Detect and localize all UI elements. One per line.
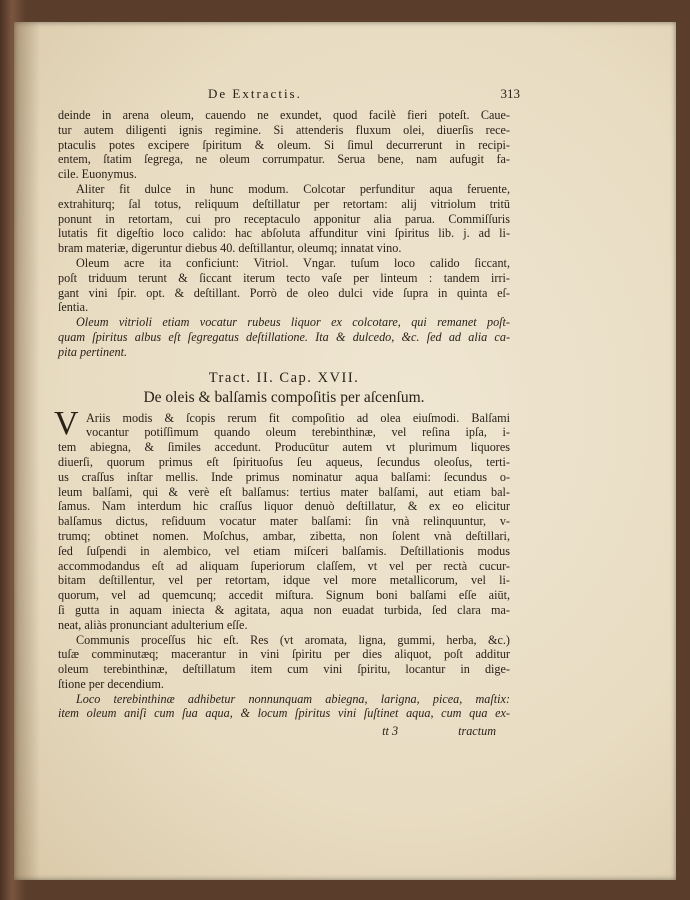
text-line: item oleum aniſi cum ſua aqua, & locum ſpiritus vini ſuſtinet aqua, cum qua ex- [58, 706, 510, 721]
text-line: vocantur potiſſimum quando oleum terebinthinæ, vel reſina ipſa, i- [86, 425, 510, 440]
text-line: tuſæ comminutæq; macerantur in vini ſpiritu per dies aliquot, poſt additur [58, 647, 510, 662]
text-line: Aliter fit dulce in hunc modum. Colcotar perfunditur aqua feruente, [76, 181, 510, 196]
text-line: bram materiæ, digeruntur diebus 40. deſtillantur, oleumq; innatat vino. [58, 241, 402, 256]
text-line: tem abiegna, & ſimiles accedunt. Producūtur autem vt plurimum liquores [58, 440, 510, 455]
paragraph-block-top [58, 108, 510, 360]
page-number: 313 [500, 86, 520, 101]
text-line: us craſſus inſtar mellis. Inde primus nominatur aqua balſami: ſecundus o- [58, 469, 510, 484]
text-line: Oleum vitrioli etiam vocatur rubeus liquor ex colcotare, qui remanet poſt- [76, 315, 510, 330]
text-line: diuerſi, quorum primus eſt ſpirituoſus ſeu aqueus, ſecundus oleoſus, terti- [58, 454, 510, 469]
text-line: entem, ſtatim ſegrega, ne oleum corrumpatur. Serua bene, nam aufugit fa- [58, 152, 510, 167]
text-line: oleum terebinthinæ, deſtillatum item cum vini ſpiritu, locantur in dige- [58, 662, 510, 677]
text-line: trumq; obtinet nomen. Moſchus, ambar, zibetta, non ſolent vnà deſtillari, [58, 528, 510, 543]
text-line: bitam deſtillentur, vel per retortam, idque vel more metallicorum, vel li- [58, 573, 510, 588]
text-line: quam ſpiritus albus eſt ſegregatus deſtillatione. Ita & dulcedo, &c. ſed ad alia ca- [58, 329, 510, 344]
text-line: poſt triduum terunt & ſiccant iterum tecto vaſe per linteum : tandem irri- [58, 270, 510, 285]
text-line: quorum, vel ad quemcunq; accedit miſtura. Signum boni balſami eſſe aiūt, [58, 588, 510, 603]
book-page [14, 22, 676, 880]
text-line: ſamus. Nam interdum hic craſſus liquor denuò deſtillatur, & ex eo elicitur [58, 499, 510, 514]
text-line: Loco terebinthinæ adhibetur nonnunquam abiegna, larigna, picea, maſtix: [76, 691, 510, 706]
paragraph-block-bottom [54, 404, 510, 722]
drop-cap: V [54, 404, 79, 442]
text-line: gant vini ſpir. opt. & deſtillant. Porrò de oleo dulci vide ſupra in quinta eſ- [58, 285, 510, 300]
text-line: Oleum acre ita conficiunt: Vitriol. Vngar. tuſum loco calido ſiccant, [76, 255, 510, 270]
text-line: neat, aliàs pronunciant adulterium eſſe. [58, 617, 248, 632]
text-line: pita pertinent. [58, 344, 128, 359]
text-line: ptaculis potes excipere ſpiritum & oleum. Si ſimul decurrerunt in recipi- [58, 137, 510, 152]
running-head [208, 86, 520, 108]
text-line: accommodandus eſt ad aliquam ſuperiorum claſſem, vt vel per rectà cucur- [58, 558, 510, 573]
chapter-subheading: De oleis & balſamis compoſitis per aſcenſum. [143, 388, 425, 406]
text-line: tur autem diligenti ignis regimine. Si attenderis fluxum olei, diuerſis rece- [58, 122, 510, 137]
text-line: cile. Euonymus. [58, 167, 137, 182]
text-line: Communis proceſſus hic eſt. Res (vt aromata, ligna, gummi, herba, &c.) [76, 632, 510, 647]
catchword: tractum [458, 724, 496, 739]
text-line: ſi gutta in aquam iniecta & agitata, aqua non euadat turbida, ſed clara ma- [58, 602, 510, 617]
signature-mark: tt 3 [382, 724, 399, 739]
text-line: balſamus dictus, reſiduum vocatur mater balſami: ſin vnà relinquuntur, v- [58, 514, 510, 529]
text-block [54, 86, 520, 739]
running-head-title: De Extractis. [208, 86, 302, 101]
text-line: ſed ſuſpendi in alembico, vel etiam miſceri balſamis. Deſtillationis modus [58, 543, 510, 558]
text-line: deinde in arena oleum, cauendo ne exundet, quod facilè fieri poteſt. Caue- [58, 108, 510, 122]
text-line: ſentia. [58, 300, 89, 315]
text-line: lutatis fit digeſtio loco calido: hac abſoluta affunditur vini ſpiritus lib. j. ad li- [58, 226, 510, 241]
catchline [58, 724, 510, 739]
text-line: extrahiturq; ſal totus, reliquum deſtillatur per retortam: alij vitriolum tritū [58, 196, 510, 211]
text-line: ponunt in retortam, cui pro receptaculo apponitur alia parua. Commiſſuris [58, 211, 510, 226]
text-line: ſtione per decendium. [58, 676, 164, 691]
text-line: leum balſami, qui & verè eſt balſamus: tertius mater balſami, aut etiam bal- [58, 484, 510, 499]
text-line: Ariis modis & ſcopis rerum fit compoſitio ad olea eiuſmodi. Balſami [86, 410, 510, 425]
chapter-heading: Tract. II. Cap. XVII. [208, 369, 360, 386]
